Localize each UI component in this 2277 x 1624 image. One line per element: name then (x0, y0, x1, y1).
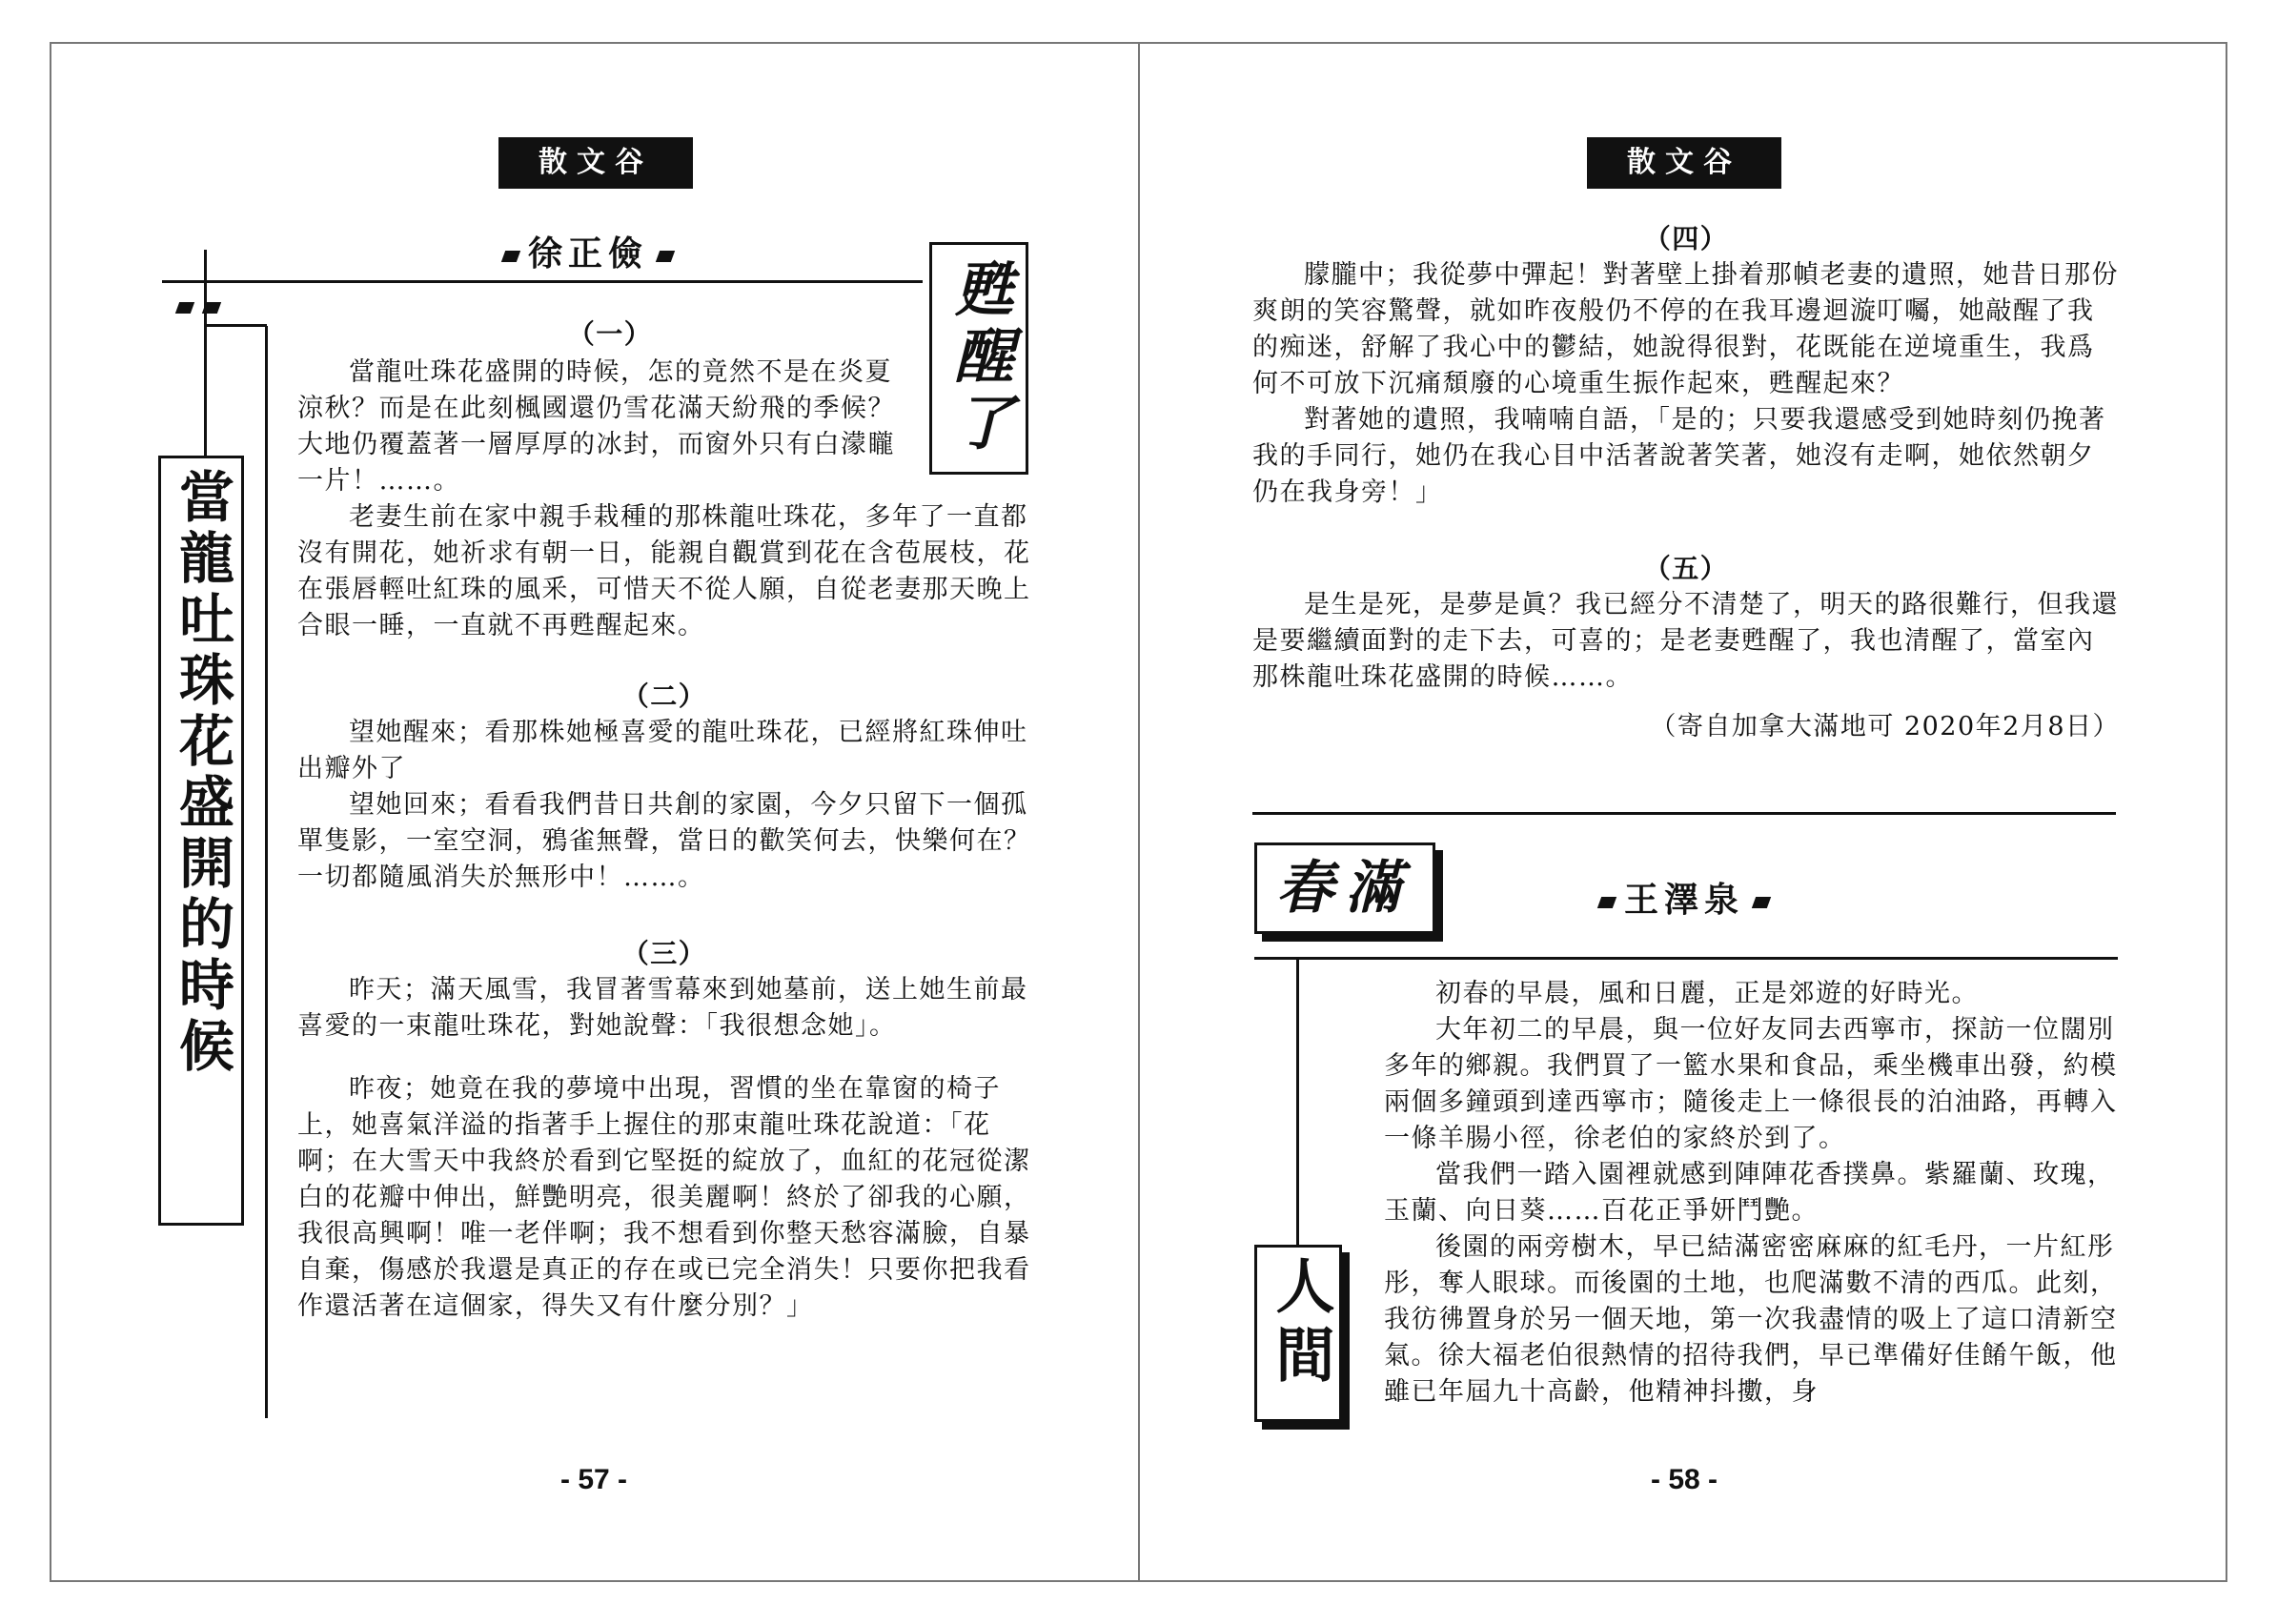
bullet-square-icon (501, 251, 520, 262)
section-heading: （五） (1643, 553, 1729, 584)
page-number: - 58 - (1651, 1464, 1718, 1495)
paragraph: 當我們一踏入園裡就感到陣陣花香撲鼻。紫羅蘭、玫瑰，玉蘭、向日葵……百花正爭妍鬥艷。 (1384, 1160, 2115, 1226)
author-byline (1590, 873, 1779, 922)
author-name: 徐正儉 (528, 233, 649, 274)
right-body-article2 (1384, 976, 2120, 1411)
right-body-top (1252, 221, 2120, 745)
left-body-s1a (297, 355, 915, 499)
bullet-square-icon (1597, 897, 1616, 908)
article-separator (1252, 812, 2116, 815)
page-number: - 57 - (560, 1464, 628, 1495)
title-box-bottom (1254, 1245, 1342, 1422)
paragraph: 昨夜；她竟在我的夢境中出現，習慣的坐在靠窗的椅子上，她喜氣洋溢的指著手上握住的那束龍吐珠花說道：「花啊；在大雪天中我終於看到它堅挺的綻放了，血紅的花冠從潔白的花瓣中伸出，鮮艷明亮，很美麗啊！終於了卻我的心願，我很高興啊！唯一老伴啊；我不想看到你整天愁容滿臉，自暴自棄，傷感於我還是真正的存在或已完全消失！只要你把我看作還活著在這個家，得失又有什麼分別？」 (297, 1074, 1031, 1321)
section-heading: （一） (567, 318, 653, 350)
bullet-square-icon (1752, 897, 1771, 908)
left-body-s2 (297, 679, 1031, 896)
paragraph: 是生是死，是夢是眞？我已經分不清楚了，明天的路很難行，但我還是要繼續面對的走下去，可喜的；是老妻甦醒了，我也清醒了，當室內那株龍吐珠花盛開的時候……。 (1252, 590, 2119, 692)
frame-corner-rule (204, 324, 267, 327)
frame-post (1296, 957, 1299, 1247)
column-banner: 散文谷 (498, 137, 693, 189)
column-banner: 散文谷 (1587, 137, 1781, 189)
paragraph: 昨天；滿天風雪，我冒著雪幕來到她墓前，送上她生前最喜愛的一束龍吐珠花，對她說聲：「我很想念她」。 (297, 975, 1028, 1041)
section-heading: （二） (621, 680, 707, 712)
paragraph: 望她回來；看看我們昔日共創的家園，今夕只留下一個孤單隻影，一室空洞，鴉雀無聲，當日的歡笑何去，快樂何在？一切都隨風消失於無形中！……。 (297, 790, 1031, 892)
paragraph: 初春的早晨，風和日麗，正是郊遊的好時光。 (1435, 979, 1979, 1008)
page-gutter (1138, 42, 1140, 1582)
frame-top-rule (162, 280, 923, 283)
paragraph: 當龍吐珠花盛開的時候，怎的竟然不是在炎夏涼秋？而是在此刻楓國還仍雪花滿天紛飛的季候？大地仍覆蓋著一層厚厚的冰封，而窗外只有白濛矓一片！……。 (297, 357, 895, 496)
section-heading: （三） (621, 938, 707, 969)
frame-left-post (204, 250, 207, 459)
ornament-square-icon (175, 302, 194, 314)
section-heading: （四） (1643, 223, 1729, 254)
article-subtitle: 甦醒了 (945, 258, 1014, 458)
ornament-square-icon (202, 302, 221, 314)
paragraph: 大年初二的早晨，與一位好友同去西寧市，探訪一位闊別多年的鄉親。我們買了一籃水果和食品，乘坐機車出發，約模兩個多鐘頭到達西寧市；隨後走上一條很長的泊油路，再轉入一條羊腸小徑，徐老伯的家終於到了。 (1384, 1015, 2118, 1153)
bullet-square-icon (656, 251, 675, 262)
paragraph: 老妻生前在家中親手栽種的那株龍吐珠花，多年了一直都沒有開花，她祈求有朝一日，能親自觀賞到花在含苞展枝，花在張唇輕吐紅珠的風釆，可惜天不從人願，自從老妻那天晚上合眼一睡，一直就不再甦醒起來。 (297, 502, 1031, 640)
article-title: 當龍吐珠花盛開的時候 (170, 468, 234, 1078)
article-title-top: 春滿 (1276, 855, 1413, 922)
author-byline (494, 227, 682, 275)
paragraph: 望她醒來；看那株她極喜愛的龍吐珠花，已經將紅珠伸吐出瓣外了 (297, 718, 1028, 783)
article-title-bottom: 人間 (1266, 1255, 1335, 1392)
frame-rule (1254, 957, 2118, 960)
author-name: 王澤泉 (1624, 880, 1745, 920)
paragraph: 朦朧中；我從夢中彈起！對著壁上掛着那幀老妻的遺照，她昔日那份爽朗的笑容驚聲，就如昨夜般仍不停的在我耳邊迴漩叮囑，她敲醒了我的痴迷，舒解了我心中的鬱結，她說得很對，花既能在逆境重生，我爲何不可放下沉痛頹廢的心境重生振作起來，甦醒起來？ (1252, 260, 2119, 398)
left-body-top (297, 316, 923, 353)
title-box-top (1254, 842, 1435, 934)
paragraph: 後園的兩旁樹木，早已結滿密密麻麻的紅毛丹，一片紅彤彤，奪人眼球。而後園的土地，也爬滿數不清的西瓜。此刻，我彷彿置身於另一個天地，第一次我盡情的吸上了這口清新空氣。徐大福老伯很熱情的招待我們，早已準備好佳餚午飯，他雖已年屆九十高齡，他精神抖擻，身 (1384, 1232, 2118, 1407)
title-box (158, 456, 244, 1226)
paragraph: 對著她的遺照，我喃喃自語，「是的；只要我還感受到她時刻仍挽著我的手同行，她仍在我心目中活著說著笑著，她沒有走啊，她依然朝夕仍在我身旁！」 (1252, 405, 2106, 507)
left-body-s1b (297, 499, 1031, 644)
frame-inner-rule (265, 326, 268, 1418)
subtitle-box (929, 242, 1028, 475)
left-body-s3 (297, 936, 1031, 1325)
ornament-squares (172, 297, 225, 315)
signoff: （寄自加拿大滿地可 2020年2月8日） (1650, 712, 2120, 741)
